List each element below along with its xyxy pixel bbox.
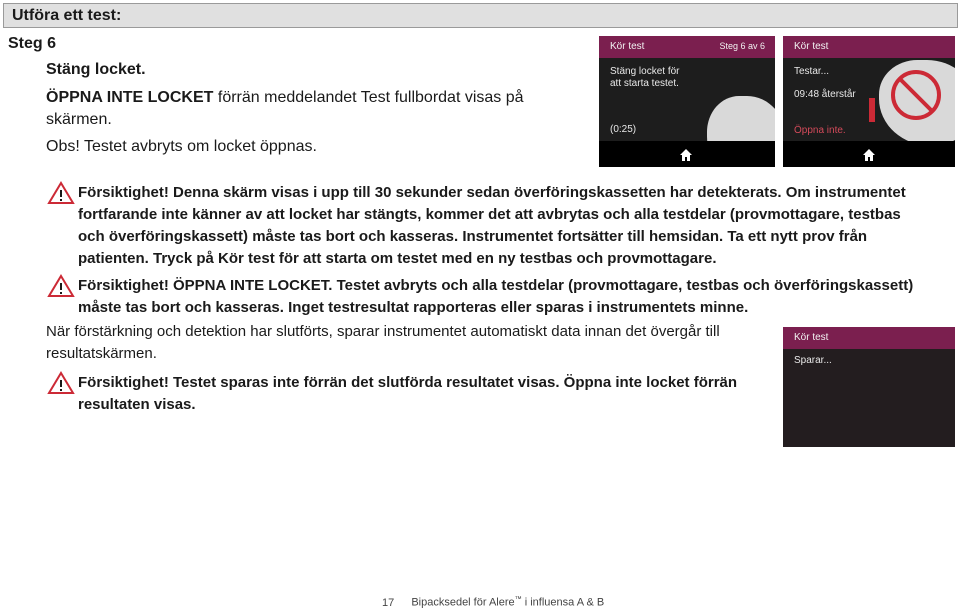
warning-icon (47, 181, 75, 205)
screen-status: Sparar... (794, 355, 832, 366)
section-header (3, 3, 958, 28)
screen-header (783, 36, 955, 58)
screen-warning: Öppna inte. (794, 125, 846, 136)
document-title: Bipacksedel för Alere (411, 596, 515, 609)
device-screen-testing (783, 36, 955, 167)
instruction-do-not-open (46, 87, 566, 131)
screen-status: Testar... (794, 66, 830, 77)
section-title: Utföra ett test: (12, 7, 122, 24)
warning-icon (47, 274, 75, 298)
screen-instruction-line1: Stäng locket för (610, 66, 680, 77)
instruction-do-not-open-bold: ÖPPNA INTE LOCKET (46, 89, 214, 106)
screen-title: Kör test (610, 41, 645, 52)
document-title-suffix: i influensa A & B (521, 596, 605, 609)
screen-header (783, 327, 955, 349)
screen-instruction-line2: att starta testet. (610, 78, 679, 89)
screen-title: Kör test (794, 41, 829, 52)
paragraph-saving: När förstärkning och detektion har slutförts, sparar instrumentet automatiskt data innan det övergår till resultatskärmen. (46, 323, 720, 362)
screen-title: Kör test (794, 332, 829, 343)
warning-icon (47, 371, 75, 395)
no-entry-icon (889, 68, 943, 122)
screen-instruction (610, 66, 679, 90)
page-number: 17 (382, 596, 395, 609)
home-icon[interactable] (679, 148, 693, 162)
step-label: Steg 6 (8, 35, 57, 52)
screen-footer (783, 141, 955, 167)
progress-indicator (869, 98, 875, 122)
caution-do-not-open: Försiktighet! ÖPPNA INTE LOCKET. Testet avbryts och alla testdelar (provmottagare, testbas och överföringskassett) måste tas bort och kasseras. Inget testresultat rapporteras eller sparas i instrumentets minne. (78, 277, 914, 316)
instruction-do-not-open-rest: förrän meddelandet Test fullbordat visas på skärmen. (46, 89, 524, 128)
page-footer (382, 596, 604, 609)
screen-countdown: (0:25) (610, 124, 637, 135)
caution-lid-detection: Försiktighet! Denna skärm visas i upp till 30 sekunder sedan överföringskassetten har detekterats. Om instrumentet fortfarande inte känner av att locket har stängts, kommer det att avbrytas och alla testdelar (provmottagare, testbas och överföringskassett) måste tas bort och kasseras. Instrumentet fortsätter till hemsidan. Ta ett nytt prov från patienten. Tryck på Kör test för att starta om testet med en ny testbas och provmottagare. (78, 184, 906, 267)
screen-footer (599, 141, 775, 167)
screen-step-info: Steg 6 av 6 (719, 41, 765, 51)
device-screen-step6 (599, 36, 775, 167)
screen-header (599, 36, 775, 58)
caution-save-result: Försiktighet! Testet sparas inte förrän det slutförda resultatet visas. Öppna inte locket förrän resultaten visas. (78, 374, 738, 413)
trademark-symbol: ™ (514, 596, 522, 603)
screen-time-left: 09:48 återstår (794, 89, 856, 100)
instruction-note: Obs! Testet avbryts om locket öppnas. (46, 138, 317, 155)
home-icon[interactable] (862, 148, 876, 162)
instruction-close-lid: Stäng locket. (46, 61, 146, 78)
device-screen-saving (783, 327, 955, 447)
